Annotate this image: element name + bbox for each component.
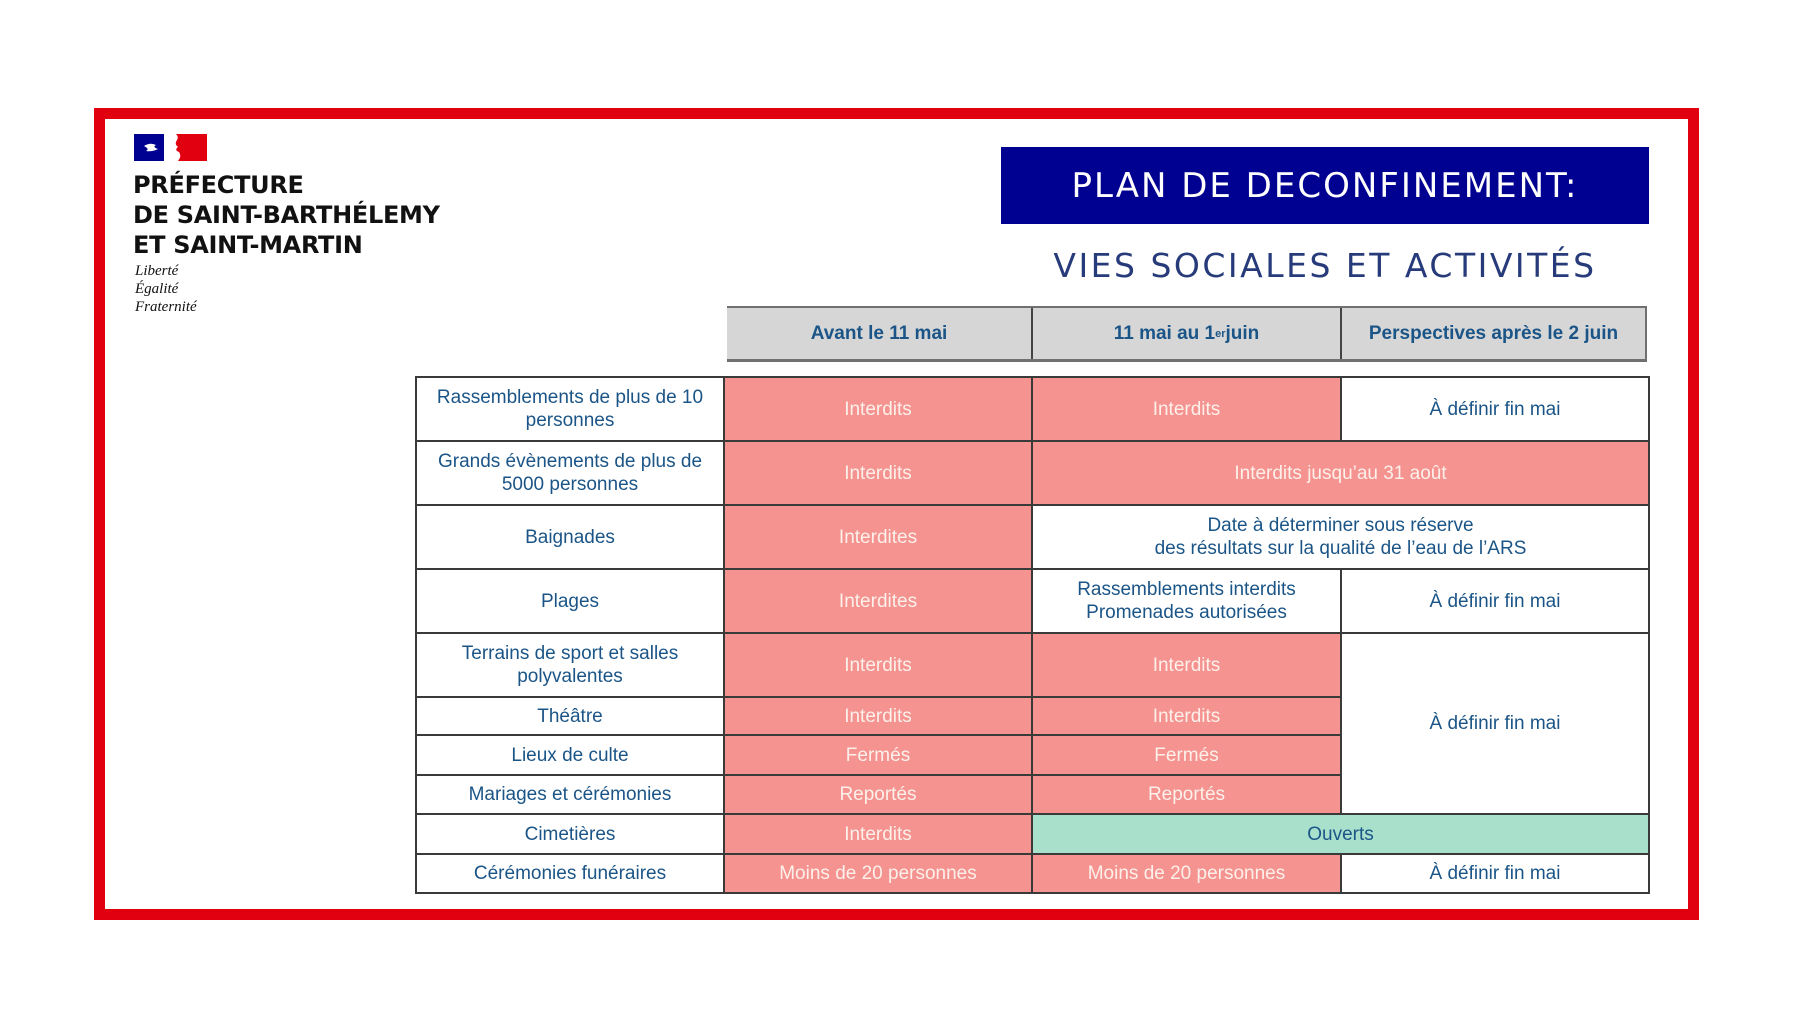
page-title: PLAN DE DECONFINEMENT: (1001, 147, 1649, 224)
row-label: Cérémonies funéraires (416, 854, 724, 893)
cell-before: Interdites (724, 505, 1032, 569)
cell-during: Interdits (1032, 697, 1341, 735)
cell-line-2: des résultats sur la qualité de l’eau de l’ARS (1154, 538, 1527, 559)
cell-line-1: Date à déterminer sous réserve (1207, 515, 1474, 536)
motto-fraternite: Fraternité (135, 299, 197, 315)
row-label: Rassemblements de plus de 10 personnes (416, 377, 724, 441)
table-row (416, 377, 1649, 441)
header-after-june-2: Perspectives après le 2 juin (1340, 308, 1645, 359)
cell-before: Interdits (724, 633, 1032, 697)
cell-line-2: Promenades autorisées (1086, 602, 1287, 623)
republic-motto (135, 262, 197, 316)
cell-before: Reportés (724, 775, 1032, 814)
table-row (416, 633, 1649, 697)
cell-after: À définir fin mai (1341, 854, 1649, 893)
table-row (416, 854, 1649, 893)
row-label: Cimetières (416, 814, 724, 854)
row-label: Grands évènements de plus de 5000 personnes (416, 441, 724, 505)
cell-after-merged: À définir fin mai (1341, 633, 1649, 814)
row-label: Plages (416, 569, 724, 633)
cell-during: Moins de 20 personnes (1032, 854, 1341, 893)
table-row (416, 441, 1649, 505)
table-row (416, 814, 1649, 854)
cell-during: Reportés (1032, 775, 1341, 814)
cell-during: Interdits (1032, 633, 1341, 697)
table-header (727, 306, 1647, 362)
cell-before: Moins de 20 personnes (724, 854, 1032, 893)
motto-liberte: Liberté (135, 263, 179, 279)
cell-during: Fermés (1032, 735, 1341, 775)
prefecture-name (133, 170, 440, 260)
cell-line-1: Rassemblements interdits (1077, 579, 1296, 600)
header-col2-sup: er (1215, 327, 1226, 340)
cell-during (1032, 569, 1341, 633)
cell-before: Interdits (724, 441, 1032, 505)
header-col2-text: 11 mai au 1 (1113, 322, 1216, 344)
row-label: Mariages et cérémonies (416, 775, 724, 814)
row-label: Baignades (416, 505, 724, 569)
header-col2-suffix: juin (1225, 322, 1260, 344)
table-row (416, 569, 1649, 633)
prefecture-line-2: DE SAINT-BARTHÉLEMY (133, 201, 440, 229)
prefecture-line-3: ET SAINT-MARTIN (133, 231, 363, 259)
page-subtitle: VIES SOCIALES ET ACTIVITÉS (1053, 246, 1597, 285)
cell-before: Interdits (724, 377, 1032, 441)
activities-table (415, 376, 1650, 894)
motto-egalite: Égalité (135, 281, 179, 297)
cell-after: À définir fin mai (1341, 377, 1649, 441)
cell-during-after: Interdits jusqu’au 31 août (1032, 441, 1649, 505)
cell-during-after (1032, 505, 1649, 569)
cell-before: Interdits (724, 814, 1032, 854)
table-row (416, 505, 1649, 569)
cell-during: Interdits (1032, 377, 1341, 441)
prefecture-line-1: PRÉFECTURE (133, 171, 304, 199)
row-label: Lieux de culte (416, 735, 724, 775)
cell-after: À définir fin mai (1341, 569, 1649, 633)
row-label: Théâtre (416, 697, 724, 735)
cell-during-after: Ouverts (1032, 814, 1649, 854)
cell-before: Fermés (724, 735, 1032, 775)
cell-before: Interdites (724, 569, 1032, 633)
header-before-may-11: Avant le 11 mai (810, 322, 948, 344)
header-may-11-to-june-1 (1031, 308, 1340, 359)
marianne-flag-logo (134, 134, 207, 161)
row-label: Terrains de sport et salles polyvalentes (416, 633, 724, 697)
cell-before: Interdits (724, 697, 1032, 735)
